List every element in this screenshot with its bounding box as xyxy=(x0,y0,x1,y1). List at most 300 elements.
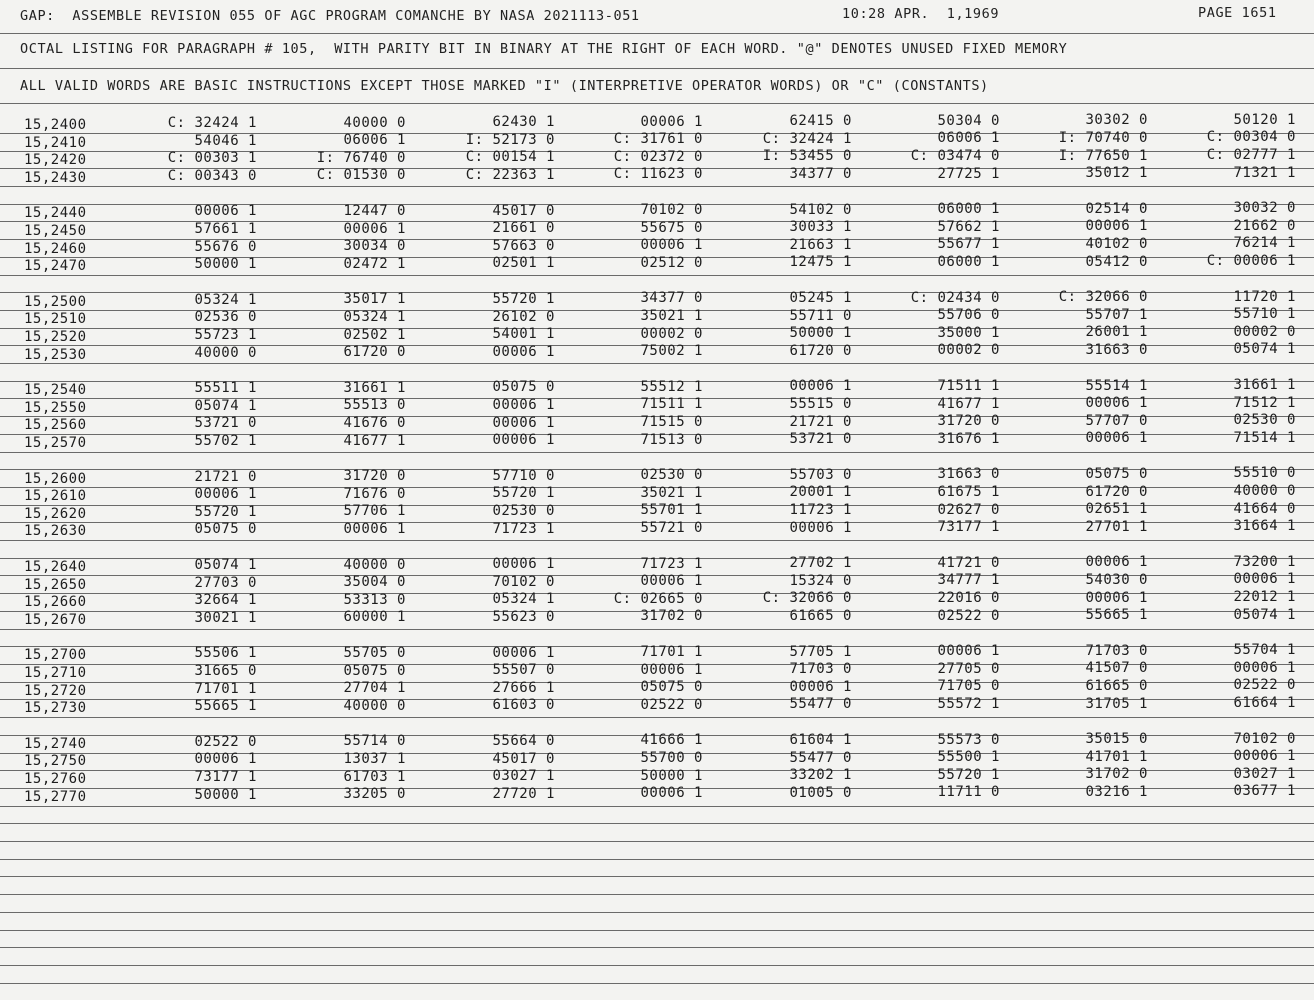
octal-word: 40000 0 xyxy=(343,114,406,131)
octal-word: 45017 0 xyxy=(492,202,555,219)
octal-word: 00006 1 xyxy=(1085,554,1148,571)
octal-word: 00006 1 xyxy=(492,343,555,360)
ruled-line xyxy=(0,859,1314,860)
octal-word: 02536 0 xyxy=(194,309,257,326)
row-address: 15,2530 xyxy=(24,346,87,363)
octal-word: 02514 0 xyxy=(1085,200,1148,217)
octal-word: 55665 1 xyxy=(194,698,257,715)
octal-word: 27702 1 xyxy=(789,555,852,572)
octal-word: 71513 0 xyxy=(640,431,703,448)
octal-word: 30302 0 xyxy=(1085,112,1148,129)
octal-word: 13037 1 xyxy=(343,750,406,767)
row-address: 15,2740 xyxy=(24,735,87,752)
octal-word: 55677 1 xyxy=(937,236,1000,253)
octal-word: 12475 1 xyxy=(789,254,852,271)
row-address: 15,2640 xyxy=(24,559,87,575)
octal-word: 35015 0 xyxy=(1085,731,1148,748)
octal-word: 00006 1 xyxy=(640,573,703,590)
octal-word: 57706 1 xyxy=(343,503,406,520)
octal-word: 02530 0 xyxy=(640,467,703,484)
octal-word: 71511 1 xyxy=(937,377,1000,394)
octal-word: 00006 1 xyxy=(194,203,257,220)
octal-word: 00006 1 xyxy=(492,556,555,573)
row-address: 15,2510 xyxy=(24,311,87,328)
octal-word: 55510 0 xyxy=(1233,465,1296,482)
octal-word: 31665 0 xyxy=(194,663,257,679)
octal-word: 55701 1 xyxy=(640,502,703,519)
octal-word: 55573 0 xyxy=(937,731,1000,748)
octal-word: 00006 1 xyxy=(343,520,406,537)
octal-word: 05075 0 xyxy=(492,379,555,396)
row-address: 15,2600 xyxy=(24,470,87,487)
octal-word: 27705 0 xyxy=(937,660,1000,677)
octal-word: C: 22363 1 xyxy=(465,166,555,183)
row-address: 15,2660 xyxy=(24,594,87,611)
octal-word: 05324 1 xyxy=(343,308,406,325)
octal-word: 75002 1 xyxy=(640,343,703,360)
octal-word: 55720 1 xyxy=(492,485,555,502)
octal-word: 55700 0 xyxy=(640,750,703,767)
octal-word: 05075 0 xyxy=(194,521,257,538)
octal-word: 27703 0 xyxy=(194,574,257,591)
octal-word: 31661 1 xyxy=(1233,377,1296,394)
row-address: 15,2440 xyxy=(24,205,87,222)
octal-word: 06006 1 xyxy=(937,130,1000,147)
octal-word: C: 31761 0 xyxy=(613,131,703,148)
octal-word: 73177 1 xyxy=(194,769,257,785)
ruled-line xyxy=(0,103,1314,104)
octal-word: 31705 1 xyxy=(1085,695,1148,712)
octal-word: C: 00303 1 xyxy=(167,150,257,167)
octal-word: 55702 1 xyxy=(194,433,257,449)
octal-word: 00006 1 xyxy=(937,643,1000,660)
octal-word: 55512 1 xyxy=(640,378,703,395)
octal-word: 55515 0 xyxy=(789,396,852,412)
row-address: 15,2710 xyxy=(24,665,87,681)
ruled-line xyxy=(0,186,1314,187)
octal-word: 03027 1 xyxy=(1233,765,1296,782)
octal-word: 50000 1 xyxy=(194,786,257,803)
ruled-line xyxy=(0,965,1314,966)
octal-word: 50304 0 xyxy=(937,112,1000,129)
ruled-line xyxy=(0,876,1314,877)
octal-word: 61720 0 xyxy=(343,344,406,361)
octal-word: I: 77650 1 xyxy=(1058,147,1148,164)
octal-word: 00006 1 xyxy=(492,414,555,431)
octal-word: 62430 1 xyxy=(492,114,555,131)
row-address: 15,2610 xyxy=(24,488,87,505)
octal-word: 61665 0 xyxy=(789,608,852,624)
octal-word: 21663 1 xyxy=(789,236,852,253)
octal-word: C: 32424 1 xyxy=(167,115,257,131)
octal-word: 55511 1 xyxy=(194,380,257,397)
octal-word: 00006 1 xyxy=(640,113,703,130)
octal-word: 40000 0 xyxy=(1233,483,1296,500)
octal-word: 05324 1 xyxy=(492,591,555,608)
octal-word: 21721 0 xyxy=(194,468,257,485)
octal-word: 61675 1 xyxy=(937,483,1000,500)
row-address: 15,2720 xyxy=(24,682,87,699)
octal-word: 02502 1 xyxy=(343,326,406,343)
octal-word: 31663 0 xyxy=(937,466,1000,483)
octal-word: 55500 1 xyxy=(937,749,1000,766)
octal-word: 01005 0 xyxy=(789,784,852,801)
octal-word: 55477 0 xyxy=(789,749,852,766)
octal-word: C: 02665 0 xyxy=(613,590,703,607)
octal-word: 41666 1 xyxy=(640,732,703,749)
octal-word: 00006 1 xyxy=(1085,218,1148,235)
octal-word: 55514 1 xyxy=(1085,377,1148,394)
octal-word: C: 32424 1 xyxy=(762,130,852,147)
octal-word: 61720 0 xyxy=(1085,483,1148,500)
octal-word: 76214 1 xyxy=(1233,235,1296,252)
octal-word: 00006 1 xyxy=(492,644,555,661)
octal-word: 05075 0 xyxy=(343,662,406,679)
octal-word: 71514 1 xyxy=(1233,429,1296,446)
octal-word: 55705 0 xyxy=(343,644,406,661)
row-address: 15,2550 xyxy=(24,399,87,416)
octal-word: 61703 1 xyxy=(343,768,406,785)
row-address: 15,2410 xyxy=(24,134,87,151)
octal-word: 55703 0 xyxy=(789,466,852,483)
octal-word: 02501 1 xyxy=(492,255,555,272)
octal-word: 55710 1 xyxy=(1233,306,1296,323)
header-valid-words-line: ALL VALID WORDS ARE BASIC INSTRUCTIONS EXCEPT THOSE MARKED "I" (INTERPRETIVE OPERATOR WORDS) OR "C" (CONSTANTS) xyxy=(20,78,989,94)
octal-word: 54046 1 xyxy=(194,132,257,149)
octal-word: 55704 1 xyxy=(1233,642,1296,659)
octal-word: 61720 0 xyxy=(789,342,852,359)
octal-word: 00006 1 xyxy=(1233,748,1296,765)
octal-word: 54030 0 xyxy=(1085,571,1148,588)
octal-word: I: 52173 0 xyxy=(465,131,555,148)
octal-word: 70102 0 xyxy=(492,573,555,590)
octal-word: 06000 1 xyxy=(937,253,1000,270)
octal-word: 20001 1 xyxy=(789,484,852,501)
octal-word: C: 00343 0 xyxy=(167,167,257,184)
octal-word: 00002 0 xyxy=(640,325,703,342)
row-address: 15,2520 xyxy=(24,329,87,345)
octal-word: 30034 0 xyxy=(343,238,406,255)
octal-word: 70102 0 xyxy=(640,202,703,219)
header-octal-listing-line: OCTAL LISTING FOR PARAGRAPH # 105, WITH PARITY BIT IN BINARY AT THE RIGHT OF EACH WORD. "@" DENOTES UNUSED FIXED MEMORY xyxy=(20,41,1068,57)
octal-word: 54102 0 xyxy=(789,201,852,218)
octal-word: 35004 0 xyxy=(343,574,406,591)
octal-word: 02522 0 xyxy=(937,607,1000,624)
octal-word: 31702 0 xyxy=(1085,766,1148,783)
ruled-line xyxy=(0,540,1314,541)
octal-word: 55723 1 xyxy=(194,327,257,343)
octal-word: 00006 1 xyxy=(640,237,703,254)
octal-word: 50000 1 xyxy=(640,767,703,784)
octal-word: 55664 0 xyxy=(492,732,555,749)
octal-word: 33205 0 xyxy=(343,786,406,803)
octal-word: 11720 1 xyxy=(1233,288,1296,305)
octal-word: 21662 0 xyxy=(1233,217,1296,234)
row-address: 15,2420 xyxy=(24,152,87,169)
row-address: 15,2560 xyxy=(24,417,87,434)
octal-word: 71676 0 xyxy=(343,485,406,502)
row-address: 15,2570 xyxy=(24,435,87,451)
header-page-number: PAGE 1651 xyxy=(1198,5,1277,21)
octal-word: 31720 0 xyxy=(937,413,1000,430)
ruled-line xyxy=(0,912,1314,913)
octal-word: 31664 1 xyxy=(1233,518,1296,535)
octal-word: 41676 0 xyxy=(343,414,406,431)
row-address: 15,2750 xyxy=(24,753,87,770)
octal-word: I: 53455 0 xyxy=(762,148,852,165)
octal-word: 05075 0 xyxy=(640,679,703,696)
octal-word: 27666 1 xyxy=(492,679,555,696)
octal-word: 41701 1 xyxy=(1085,748,1148,765)
octal-word: C: 01530 0 xyxy=(316,167,406,184)
octal-word: 02651 1 xyxy=(1085,501,1148,518)
ruled-line xyxy=(0,629,1314,630)
octal-word: 62415 0 xyxy=(789,113,852,130)
octal-word: 35017 1 xyxy=(343,291,406,308)
octal-word: 35021 1 xyxy=(640,308,703,325)
octal-word: 31661 1 xyxy=(343,379,406,396)
octal-word: 55507 0 xyxy=(492,662,555,679)
octal-word: 61665 0 xyxy=(1085,677,1148,694)
octal-word: 05074 1 xyxy=(194,557,257,573)
octal-word: 03216 1 xyxy=(1085,783,1148,800)
octal-word: 00006 1 xyxy=(1233,571,1296,588)
row-address: 15,2470 xyxy=(24,258,87,275)
octal-word: 21721 0 xyxy=(789,413,852,430)
header-time-date: 10:28 APR. 1,1969 xyxy=(842,6,1000,22)
octal-word: 55675 0 xyxy=(640,219,703,236)
octal-word: 34377 0 xyxy=(640,290,703,307)
row-address: 15,2450 xyxy=(24,223,87,239)
octal-word: C: 11623 0 xyxy=(613,166,703,183)
octal-word: 57661 1 xyxy=(194,221,257,237)
octal-word: 00006 1 xyxy=(492,432,555,449)
octal-word: 02522 0 xyxy=(194,733,257,750)
row-address: 15,2670 xyxy=(24,611,87,628)
octal-word: I: 70740 0 xyxy=(1058,129,1148,146)
octal-word: 11711 0 xyxy=(937,784,1000,801)
ruled-line xyxy=(0,841,1314,842)
octal-word: 05245 1 xyxy=(789,290,852,306)
row-address: 15,2700 xyxy=(24,647,87,664)
octal-word: C: 32066 0 xyxy=(762,590,852,607)
octal-word: 00006 1 xyxy=(1085,395,1148,412)
ruled-line xyxy=(0,823,1314,824)
octal-word: 40000 0 xyxy=(194,344,257,361)
octal-word: 57663 0 xyxy=(492,237,555,254)
octal-word: C: 03474 0 xyxy=(910,147,1000,164)
ruled-line xyxy=(0,452,1314,453)
octal-word: 61604 1 xyxy=(789,732,852,748)
octal-word: 55706 0 xyxy=(937,307,1000,324)
octal-word: 71723 1 xyxy=(640,555,703,572)
ruled-line xyxy=(0,275,1314,276)
octal-word: 03677 1 xyxy=(1233,783,1296,800)
octal-word: 26001 1 xyxy=(1085,324,1148,341)
octal-word: 41664 0 xyxy=(1233,500,1296,517)
octal-word: 05075 0 xyxy=(1085,465,1148,482)
octal-word: 02530 0 xyxy=(1233,412,1296,429)
octal-word: 50000 1 xyxy=(789,325,852,342)
ruled-line xyxy=(0,930,1314,931)
octal-word: 32664 1 xyxy=(194,592,257,609)
ruled-line xyxy=(0,363,1314,364)
octal-word: 15324 0 xyxy=(789,572,852,589)
octal-word: 06006 1 xyxy=(343,132,406,149)
row-address: 15,2730 xyxy=(24,700,87,717)
octal-word: 05074 1 xyxy=(1233,606,1296,623)
ruled-line xyxy=(0,947,1314,948)
octal-word: 73177 1 xyxy=(937,519,1000,536)
row-address: 15,2770 xyxy=(24,788,87,805)
octal-word: 00006 1 xyxy=(343,220,406,237)
octal-word: 53313 0 xyxy=(343,591,406,608)
octal-word: I: 76740 0 xyxy=(316,149,406,166)
ruled-line xyxy=(0,68,1314,69)
octal-word: 61664 1 xyxy=(1233,695,1296,712)
octal-word: 55665 1 xyxy=(1085,607,1148,624)
octal-word: 05324 1 xyxy=(194,291,257,308)
octal-word: 00002 0 xyxy=(937,342,1000,359)
row-address: 15,2540 xyxy=(24,382,87,399)
row-address: 15,2620 xyxy=(24,505,87,522)
row-address: 15,2650 xyxy=(24,576,87,593)
octal-word: 53721 0 xyxy=(194,415,257,432)
octal-word: 02522 0 xyxy=(640,696,703,713)
octal-word: 00006 1 xyxy=(194,751,257,768)
octal-word: 00006 1 xyxy=(640,785,703,802)
octal-word: 41677 1 xyxy=(343,432,406,449)
octal-word: 40000 0 xyxy=(343,556,406,573)
octal-word: C: 02434 0 xyxy=(910,289,1000,306)
octal-word: 53721 0 xyxy=(789,431,852,448)
octal-word: 55720 1 xyxy=(194,503,257,520)
octal-word: 34777 1 xyxy=(937,572,1000,589)
octal-word: 71701 1 xyxy=(640,644,703,661)
octal-word: 57705 1 xyxy=(789,643,852,660)
octal-word: 30032 0 xyxy=(1233,200,1296,217)
octal-word: 00006 1 xyxy=(789,378,852,395)
octal-word: 61603 0 xyxy=(492,697,555,714)
octal-word: 03027 1 xyxy=(492,768,555,785)
ruled-line xyxy=(0,894,1314,895)
octal-word: 71511 1 xyxy=(640,396,703,413)
octal-word: C: 00006 1 xyxy=(1206,253,1296,270)
octal-word: 30021 1 xyxy=(194,609,257,626)
octal-word: 27704 1 xyxy=(343,680,406,697)
octal-word: 40000 0 xyxy=(343,697,406,714)
octal-word: 02530 0 xyxy=(492,502,555,519)
octal-word: 55623 0 xyxy=(492,608,555,625)
ruled-line xyxy=(0,33,1314,34)
octal-word: 00006 1 xyxy=(789,678,852,695)
row-address: 15,2630 xyxy=(24,523,87,540)
octal-word: 02512 0 xyxy=(640,254,703,271)
ruled-line xyxy=(0,806,1314,807)
header-title: GAP: ASSEMBLE REVISION 055 OF AGC PROGRAM COMANCHE BY NASA 2021113-051 xyxy=(20,8,640,24)
ruled-line xyxy=(0,983,1314,984)
octal-word: 31720 0 xyxy=(343,468,406,485)
octal-word: 41721 0 xyxy=(937,554,1000,571)
octal-word: 45017 0 xyxy=(492,750,555,767)
octal-word: 12447 0 xyxy=(343,202,406,219)
octal-word: 06000 1 xyxy=(937,201,1000,218)
octal-word: 00006 1 xyxy=(1233,659,1296,676)
octal-word: 21661 0 xyxy=(492,220,555,237)
octal-word: 22016 0 xyxy=(937,589,1000,606)
octal-word: 27720 1 xyxy=(492,785,555,802)
octal-word: 71512 1 xyxy=(1233,394,1296,411)
octal-word: 55513 0 xyxy=(343,397,406,414)
octal-word: 35012 1 xyxy=(1085,165,1148,182)
octal-word: 55676 0 xyxy=(194,238,257,255)
octal-word: 00002 0 xyxy=(1233,323,1296,340)
octal-word: 41677 1 xyxy=(937,395,1000,412)
octal-word: 71515 0 xyxy=(640,414,703,431)
octal-word: 71703 0 xyxy=(789,661,852,678)
octal-word: 55506 1 xyxy=(194,645,257,662)
octal-word: 60000 1 xyxy=(343,609,406,626)
octal-word: 27725 1 xyxy=(937,165,1000,182)
octal-word: 50000 1 xyxy=(194,256,257,273)
octal-word: 70102 0 xyxy=(1233,730,1296,747)
octal-word: 00006 1 xyxy=(194,486,257,503)
octal-word: 31676 1 xyxy=(937,430,1000,447)
octal-word: 55711 0 xyxy=(789,307,852,324)
octal-word: 71321 1 xyxy=(1233,164,1296,181)
octal-word: 40102 0 xyxy=(1085,235,1148,252)
ruled-line xyxy=(0,717,1314,718)
row-address: 15,2500 xyxy=(24,293,87,310)
octal-word: 71723 1 xyxy=(492,520,555,537)
octal-word: 00006 1 xyxy=(640,661,703,678)
octal-word: 30033 1 xyxy=(789,219,852,236)
octal-word: 41507 0 xyxy=(1085,660,1148,677)
octal-word: 11723 1 xyxy=(789,502,852,518)
octal-word: 00006 1 xyxy=(1085,430,1148,447)
octal-word: 73200 1 xyxy=(1233,553,1296,570)
octal-word: 71703 0 xyxy=(1085,642,1148,659)
octal-word: 34377 0 xyxy=(789,166,852,182)
octal-word: 55714 0 xyxy=(343,733,406,750)
octal-word: 71701 1 xyxy=(194,680,257,697)
octal-word: 22012 1 xyxy=(1233,589,1296,606)
octal-word: 55721 0 xyxy=(640,520,703,537)
octal-word: 33202 1 xyxy=(789,767,852,784)
octal-word: 00006 1 xyxy=(789,519,852,536)
octal-word: 57707 0 xyxy=(1085,412,1148,429)
octal-word: C: 00304 0 xyxy=(1206,129,1296,146)
row-address: 15,2400 xyxy=(24,117,87,133)
octal-word: 50120 1 xyxy=(1233,111,1296,128)
octal-word: 55477 0 xyxy=(789,696,852,713)
octal-word: C: 32066 0 xyxy=(1058,289,1148,306)
row-address: 15,2760 xyxy=(24,771,87,787)
octal-word: C: 02777 1 xyxy=(1206,147,1296,164)
octal-word: 02522 0 xyxy=(1233,677,1296,694)
octal-word: 35021 1 xyxy=(640,484,703,501)
octal-word: 57662 1 xyxy=(937,218,1000,235)
octal-word: 55720 1 xyxy=(492,290,555,307)
octal-word: 31663 0 xyxy=(1085,341,1148,358)
row-address: 15,2430 xyxy=(24,169,87,186)
octal-word: 05412 0 xyxy=(1085,253,1148,270)
octal-word: 55720 1 xyxy=(937,766,1000,783)
octal-word: 26102 0 xyxy=(492,308,555,325)
octal-word: 71705 0 xyxy=(937,678,1000,695)
row-address: 15,2460 xyxy=(24,240,87,257)
octal-word: 05074 1 xyxy=(194,397,257,414)
